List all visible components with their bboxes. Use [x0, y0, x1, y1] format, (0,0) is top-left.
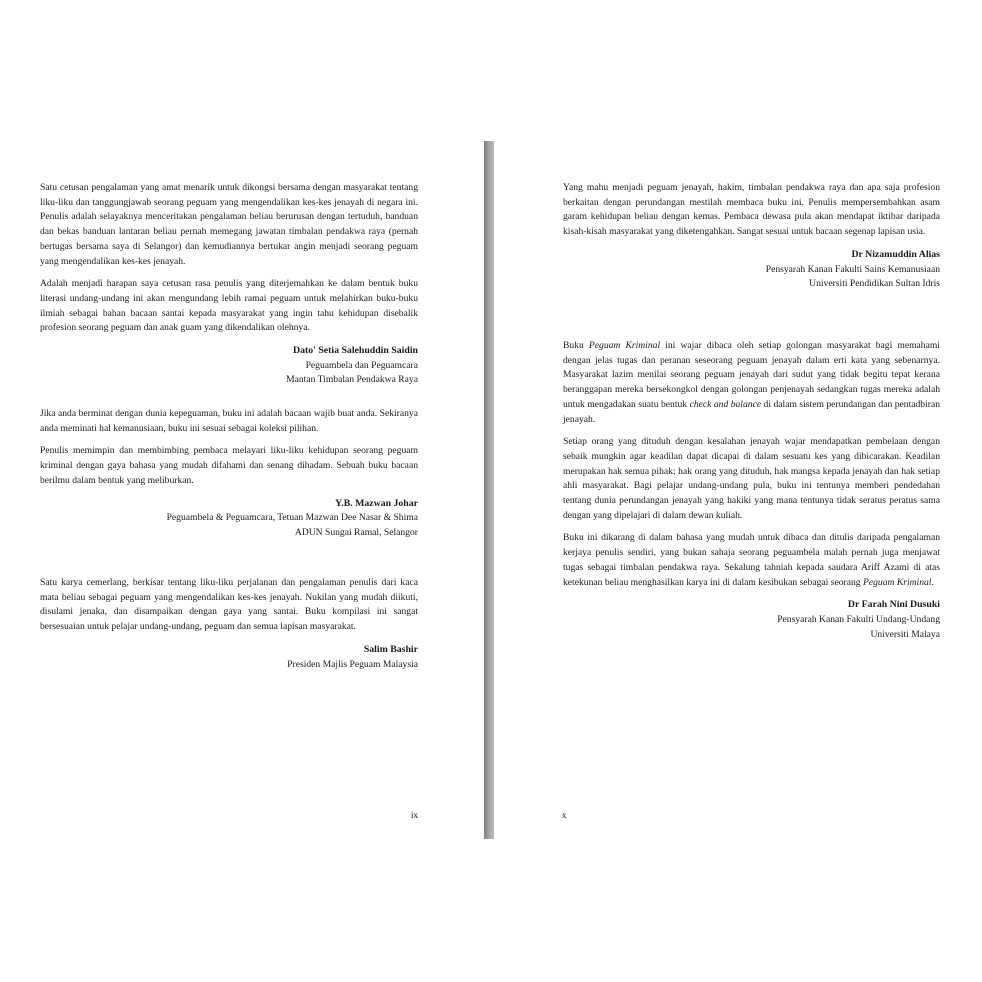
- signatory-title: Peguambela & Peguamcara, Tetuan Mazwan Dee Nasar & Shima: [166, 512, 418, 524]
- text-run: .: [931, 576, 934, 588]
- signature: [40, 497, 418, 541]
- signatory-name: Dato' Setia Salehuddin Saidin: [293, 345, 418, 357]
- text-run: di dalam sistem perundangan dan pentadbiran jenayah.: [563, 398, 940, 425]
- signatory-name: Dr Nizamuddin Alias: [851, 248, 940, 260]
- book-spine: [484, 141, 494, 839]
- testimonial-farah: [563, 339, 940, 642]
- testimonial-paragraph: Jika anda berminat dengan dunia kepeguaman, buku ini adalah bacaan wajib buat anda. Sekiranya anda meminati hal kemanusiaan, buku ini sesuai sebagai koleksi pilihan.: [40, 408, 418, 434]
- testimonial-mazwan: [40, 407, 418, 541]
- signature: [40, 344, 418, 388]
- signature: [563, 248, 940, 292]
- signatory-title: Presiden Majlis Peguam Malaysia: [287, 658, 418, 670]
- book-title: Peguam Kriminal: [588, 340, 661, 351]
- italic-term: check and balance: [689, 398, 762, 410]
- signatory-title: ADUN Sungai Ramal, Selangor: [294, 526, 418, 538]
- signatory-title: Pensyarah Kanan Fakulti Undang-Undang: [777, 613, 940, 625]
- signatory-name: Y.B. Mazwan Johar: [335, 497, 418, 509]
- testimonial-paragraph: Satu cetusan pengalaman yang amat menarik untuk dikongsi bersama dengan masyarakat tentang liku-liku dan tanggungjawab seorang peguam yang mengendalikan kes-kes jenayah di negara ini. Penulis adalah selayaknya menceritakan pengalaman beliau berurusan dengan tertuduh, banduan dan bekas banduan lantaran beliau pernah memegang jawatan timbalan pendakwa raya (pernah bertugas bersama saya di Selangor) dan kemudiannya bertukar angin menjadi seorang peguam yang mengendalikan kes-kes jenayah.: [40, 182, 418, 267]
- signatory-title: Peguambela dan Peguamcara: [305, 359, 418, 371]
- right-page: [494, 0, 982, 982]
- signatory-title: Mantan Timbalan Pendakwa Raya: [286, 374, 418, 386]
- testimonial-paragraph: Penulis memimpin dan membimbing pembaca melayari liku-liku kehidupan seorang peguam kriminal dengan gaya bahasa yang mudah difahami dan senang dihadam. Sebuah buku bacaan berilmu dalam bentuk yang meliburkan.: [40, 445, 418, 486]
- left-page: [0, 0, 484, 982]
- book-title: Peguam Kriminal: [862, 576, 932, 588]
- text-run: Buku ini dikarang di dalam bahasa yang mudah untuk dibaca dan ditulis daripada pengalaman kerjaya penulis sendiri, yang bukan sahaja seorang peguambela malah pernah juga menjawat tugas sebagai timbalan pendakwa raya. Sekalung tahniah kepada saudara Ariff Azami di atas ketekunan beliau menghasilkan karya ini di dalam kesibukan sebagai seorang: [563, 532, 940, 588]
- testimonial-paragraph: Setiap orang yang dituduh dengan kesalahan jenayah wajar mendapatkan pembelaan dengan sebaik mungkin agar keadilan dapat dicapai di dalam sesuatu kes yang dibicarakan. Keadilan merupakan hak semua pihak; hak orang yang dituduh, hak mangsa kepada jenayah dan hak setiap ahli masyarakat. Bagi pelajar undang-undang pula, buku ini tentunya memberi pendedahan tentang dunia perundangan jenayah yang hakiki yang mana tentunya tidak seratus peratus sama dengan yang dipelajari di dalam dewan kuliah.: [563, 436, 940, 521]
- signatory-title: Universiti Malaya: [870, 628, 940, 640]
- signature: [563, 598, 940, 642]
- testimonial-paragraph: Adalah menjadi harapan saya cetusan rasa penulis yang diterjemahkan ke dalam bentuk buku literasi undang-undang ini akan mengundang lebih ramai peguam untuk melahirkan buku-buku ilmiah sebagai bahan bacaan santai kepada masyarakat yang ingin tahu kehidupan disebalik profesion seorang peguam dan anak guam yang dikendalikan olehnya.: [40, 278, 418, 334]
- page-number: ix: [411, 810, 419, 820]
- signatory-name: Dr Farah Nini Dusuki: [847, 599, 940, 611]
- signatory-name: Salim Bashir: [363, 643, 418, 655]
- signatory-title: Universiti Pendidikan Sultan Idris: [809, 278, 940, 290]
- signatory-title: Pensyarah Kanan Fakulti Sains Kemanusiaan: [765, 263, 940, 275]
- page-number: x: [562, 810, 567, 820]
- testimonial-paragraph: [563, 339, 940, 427]
- signature: [40, 643, 418, 672]
- testimonial-salehuddin: [40, 181, 418, 388]
- testimonial-nizamuddin: [563, 181, 940, 292]
- testimonial-paragraph: Satu karya cemerlang, berkisar tentang liku-liku perjalanan dan pengalaman penulis dari kaca mata beliau sebagai peguam yang mengendalikan kes-kes jenayah. Nukilan yang mudah diikuti, disulami jenaka, dan disampaikan dengan gaya yang santai. Buku kompilasi ini sangat bersesuaian untuk pelajar undang-undang, peguam dan semua lapisan masyarakat.: [40, 577, 418, 633]
- testimonial-salim: [40, 576, 418, 672]
- testimonial-paragraph: [563, 531, 940, 590]
- text-run: ini wajar dibaca oleh setiap golongan masyarakat bagi memahami dengan jelas tugas dan peranan seseorang peguam jenayah dalam erti kata yang sebenarnya. Masyarakat lazim menilai seorang peguam jenayah dari sudut yang tidak begitu tepat kerana beranggapan mereka bersekongkol dengan golongan penjenayah sedangkan tugas mereka adalah untuk mengadakan suatu bentuk: [563, 340, 940, 410]
- text-run: Buku: [563, 340, 589, 351]
- testimonial-paragraph: Yang mahu menjadi peguam jenayah, hakim, timbalan pendakwa raya dan apa saja profesion berkaitan dengan perundangan mestilah membaca buku ini. Penulis mempersembahkan asam garam kehidupan beliau dengan kemas. Pembaca dewasa pula akan mendapat iktibar daripada kisah-kisah masyarakat yang diketengahkan. Sangat sesuai untuk bacaan segenap lapisan usia.: [563, 182, 940, 238]
